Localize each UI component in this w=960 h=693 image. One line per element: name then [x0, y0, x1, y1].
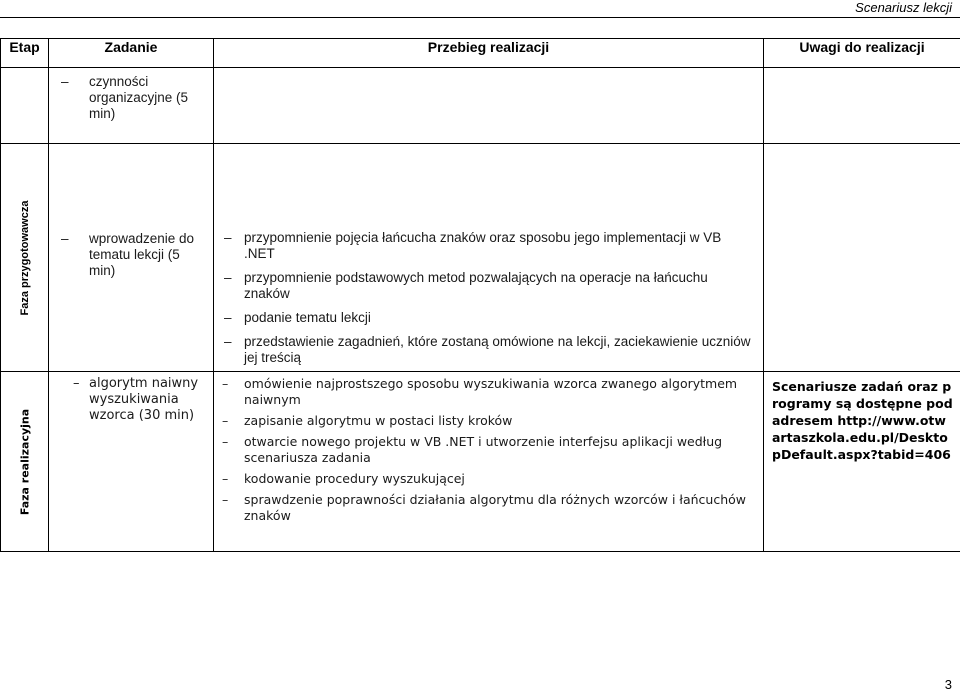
step-text: przypomnienie podstawowych metod pozwalających na operacje na łańcuchu znaków	[244, 270, 708, 301]
task-text: czynności organizacyjne (	[89, 74, 181, 105]
list-item: – kodowanie procedury wyszukującej	[222, 471, 465, 486]
column-header-notes: Uwagi do realizacji	[764, 39, 960, 68]
step-text: przedstawienie zagadnień, które zostaną omówione na lekcji, zaciekawienie uczniów jej treścią	[244, 334, 751, 365]
phase-cell	[1, 372, 49, 552]
lesson-plan-table	[0, 38, 960, 552]
page-number: 3	[944, 677, 952, 692]
stage-cell	[1, 68, 49, 144]
step-text: kodowanie procedury wyszukującej	[244, 471, 465, 486]
course-cell	[214, 68, 764, 144]
column-header-course: Przebieg realizacji	[214, 39, 764, 68]
column-header-task: Zadanie	[49, 39, 214, 68]
list-item: – sprawdzenie poprawności działania algorytmu dla różnych wzorców i łańcuchów znaków	[222, 492, 747, 523]
step-text: sprawdzenie poprawności działania algorytmu dla różnych wzorców i łańcuchów znaków	[244, 492, 747, 523]
step-text: zapisanie algorytmu w postaci listy kroków	[244, 413, 513, 428]
list-item: – przypomnienie pojęcia łańcucha znaków oraz sposobu jego implementacji w VB .NET	[224, 230, 722, 261]
notes-cell	[764, 372, 960, 552]
notes-cell	[764, 144, 960, 372]
list-item: – otwarcie nowego projektu w VB .NET i utworzenie interfejsu aplikacji według scenariusza zadania	[222, 434, 723, 465]
step-text: otwarcie nowego projektu w VB .NET i utworzenie interfejsu aplikacji według scenariusza zadania	[244, 434, 723, 465]
notes-text	[764, 144, 960, 150]
table-row	[1, 68, 960, 144]
step-text: omówienie najprostszego sposobu wyszukiwania wzorca zwanego algorytmem naiwnym	[244, 376, 738, 407]
notes-cell	[764, 68, 960, 144]
step-text: przypomnienie pojęcia łańcucha znaków oraz sposobu jego implementacji w VB .NET	[244, 230, 722, 261]
course-cell	[214, 144, 764, 372]
table-row	[1, 144, 960, 372]
course-cell	[214, 372, 764, 552]
list-item: – zapisanie algorytmu w postaci listy kroków	[222, 413, 513, 428]
table-header-row	[1, 39, 960, 68]
task-cell	[49, 372, 214, 552]
phase-label: Faza realizacyjna	[18, 408, 31, 515]
step-text: podanie tematu lekcji	[244, 310, 371, 325]
phase-cell	[1, 144, 49, 372]
list-item: – wprowadzenie do tematu lekcji (5 min)	[61, 231, 195, 278]
task-duration: 5 min	[89, 90, 189, 121]
phase-label: Faza przygotowawcza	[18, 200, 31, 315]
list-item: – przypomnienie podstawowych metod pozwalających na operacje na łańcuchu znaków	[224, 270, 708, 301]
running-header	[0, 0, 960, 20]
list-item: – przedstawienie zagadnień, które zostaną omówione na lekcji, zaciekawienie uczniów jej treścią	[224, 334, 751, 365]
notes-text: Scenariusze zadań oraz programy są dostępne pod adresem http://www.otwartaszkola.edu.pl/DesktopDefault.aspx?tabid=406	[772, 379, 953, 462]
list-item: – podanie tematu lekcji	[224, 310, 371, 325]
task-text: wprowadzenie do tematu lekcji (	[89, 231, 195, 262]
task-cell	[49, 144, 214, 372]
task-duration: 30 min	[143, 408, 189, 423]
list-item: – czynności organizacyjne (5 min)	[61, 74, 189, 121]
task-cell	[49, 68, 214, 144]
list-item: – algorytm naiwny wyszukiwania wzorca (30 min)	[73, 376, 199, 423]
document-title: Scenariusz lekcji	[855, 0, 952, 15]
task-text: algorytm naiwny wyszukiwania wzorca (	[89, 376, 199, 423]
column-header-stage: Etap	[1, 39, 49, 68]
table-row	[1, 372, 960, 552]
list-item: – omówienie najprostszego sposobu wyszukiwania wzorca zwanego algorytmem naiwnym	[222, 376, 738, 407]
task-duration: 5 min	[89, 247, 180, 278]
header-rule	[0, 17, 960, 18]
